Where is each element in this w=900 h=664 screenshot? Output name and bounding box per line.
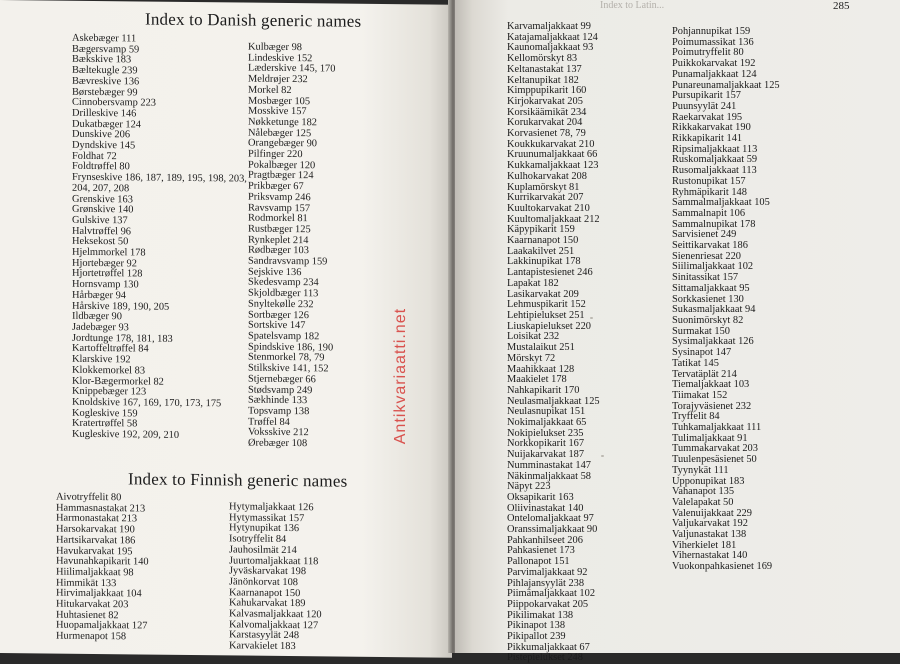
- index-entry: Ravsvamp 157: [248, 202, 311, 214]
- index-entry: Liuskapielukset 220: [507, 320, 591, 332]
- index-entry: Sinitassikat 157: [672, 272, 739, 284]
- index-entry: Tervatäplät 214: [672, 368, 737, 380]
- index-entry: Ildbæger 90: [72, 311, 122, 323]
- index-entry: Huopamaljakkaat 127: [56, 620, 148, 632]
- index-entry: Laakakilvet 251: [507, 245, 575, 257]
- index-entry: Rikkapikarit 141: [672, 133, 743, 145]
- index-entry: Maahikkaat 128: [507, 363, 575, 375]
- index-entry: Tummakarvakat 203: [672, 443, 758, 455]
- index-entry: Kaunomaljakkaat 93: [507, 42, 594, 54]
- index-entry: Korsikäämikät 234: [507, 106, 587, 118]
- index-entry: Valjunastakat 138: [672, 529, 747, 541]
- index-entry: Meldrøjer 232: [248, 73, 308, 86]
- index-entry: Hiilimaljakkaat 98: [56, 566, 134, 579]
- index-entry: Hjortebæger 92: [72, 257, 137, 270]
- index-entry: Ørebæger 108: [248, 437, 308, 450]
- index-entry: Kalvasmaljakkaat 120: [229, 608, 322, 621]
- index-entry: Pihlajansyylät 238: [507, 577, 585, 589]
- index-entry: Jadebæger 93: [72, 321, 129, 334]
- index-entry: Juurtomaljakkaat 118: [229, 554, 319, 567]
- index-entry: Lehtipielukset 251: [507, 309, 585, 321]
- index-entry: Vihernastakat 140: [672, 550, 748, 562]
- index-entry: Nokipielukset 235: [507, 427, 584, 439]
- index-entry: Kirjokarvakat 205: [507, 95, 583, 107]
- index-entry: Hornsvamp 130: [72, 278, 139, 291]
- index-entry: Nøkketunge 182: [248, 116, 317, 129]
- index-entry: Grønskive 140: [72, 204, 134, 216]
- index-entry: Sammalnupikat 178: [672, 218, 756, 230]
- index-entry: Harsokarvakat 190: [56, 523, 135, 536]
- index-entry: Kaarnanapot 150: [507, 235, 579, 247]
- index-entry: Hirvimaljakkaat 104: [56, 587, 142, 600]
- index-entry: Bævreskive 136: [72, 75, 140, 88]
- index-entry: Karvamaljakkaat 99: [507, 21, 591, 32]
- index-entry: Sejskive 136: [248, 266, 302, 278]
- index-entry: Poimumassikat 136: [672, 36, 754, 48]
- index-entry: Spatelsvamp 182: [248, 330, 320, 343]
- index-entry: Näkinmaljakkaat 58: [507, 470, 591, 482]
- index-entry: Rustbæger 125: [248, 223, 311, 236]
- index-entry: Morkel 82: [248, 84, 292, 96]
- index-entry: Aivotryffelit 80: [56, 491, 122, 504]
- index-entry: Surmakat 150: [672, 325, 731, 337]
- index-entry: Lindeskive 152: [248, 52, 313, 64]
- index-entry: Siilimaljakkaat 102: [672, 261, 754, 273]
- index-entry: Sammalnapit 106: [672, 207, 746, 219]
- index-entry: Tryffelit 84: [672, 411, 720, 423]
- index-entry: Tatikat 145: [672, 357, 719, 369]
- finnish-column-3: [507, 22, 600, 664]
- index-entry: Seittikarvakat 186: [672, 240, 748, 252]
- index-entry: Hurmenapot 158: [56, 630, 127, 643]
- index-entry: Kellomörskyt 83: [507, 53, 578, 65]
- index-entry: Kulbæger 98: [248, 41, 302, 54]
- index-entry: Mosbæger 105: [248, 95, 311, 107]
- index-entry: Piimämaljakkaat 102: [507, 588, 596, 600]
- index-entry: Sammalmaljakkaat 105: [672, 197, 770, 209]
- index-entry: Voksskive 212: [248, 426, 309, 439]
- index-entry: Spindskive 186, 190: [248, 341, 334, 354]
- index-entry: Trøffel 84: [248, 416, 290, 428]
- index-entry: Grenskive 163: [72, 193, 133, 205]
- index-entry: Stenmorkel 78, 79: [248, 351, 325, 364]
- index-entry: Dukatbæger 124: [72, 118, 141, 131]
- index-entry: Stilkskive 141, 152: [248, 362, 329, 375]
- index-entry: Tiimakat 152: [672, 389, 728, 401]
- index-entry: Puikkokarvakat 192: [672, 58, 756, 70]
- index-entry: Pragtbæger 124: [248, 170, 314, 182]
- index-entry: Cinnobersvamp 223: [72, 96, 156, 109]
- index-entry: Poimutryffelit 80: [672, 47, 744, 59]
- index-entry: Hitukarvakat 203: [56, 598, 129, 611]
- index-entry: Pilfinger 220: [248, 148, 303, 161]
- index-entry: Vahanapot 135: [672, 486, 735, 498]
- index-entry: Gulskive 137: [72, 214, 128, 227]
- index-entry: Neulasnupikat 151: [507, 406, 586, 418]
- index-entry: Harmonastakat 213: [56, 512, 138, 525]
- index-entry: Jordtunge 178, 181, 183: [72, 332, 173, 345]
- index-entry: Hytymassikat 157: [229, 512, 305, 524]
- index-entry: Pallonapot 151: [507, 556, 570, 568]
- index-entry: Kulhokarvakat 208: [507, 170, 587, 182]
- index-entry: Kartoffeltrøffel 84: [72, 343, 149, 355]
- index-entry: Loisikat 232: [507, 331, 560, 343]
- index-entry: Himmikät 133: [56, 577, 117, 589]
- index-entry: Jänönkorvat 108: [229, 576, 298, 589]
- left-page: [0, 0, 452, 658]
- danish-column-1: [72, 34, 247, 443]
- index-entry: Lehmuspikarit 152: [507, 299, 586, 311]
- index-entry: Korukarvakat 204: [507, 117, 583, 129]
- index-entry: Huhtasienet 82: [56, 609, 119, 621]
- index-entry: Havunahkapikarit 140: [56, 555, 149, 568]
- index-entry: Mosskive 157: [248, 105, 307, 118]
- index-entry: Priksvamp 246: [248, 191, 311, 204]
- finnish-index-title: Index to Finnish generic names: [128, 469, 348, 491]
- index-entry: Jauhosilmät 214: [229, 544, 297, 556]
- index-entry: Sukasmaljakkaat 94: [672, 304, 756, 316]
- index-entry: Raekarvakat 195: [672, 111, 743, 123]
- index-entry: Pistepielukset 248: [507, 652, 583, 664]
- index-entry: Keltanupikat 182: [507, 74, 579, 86]
- index-entry: Pikipallot 239: [507, 631, 566, 643]
- danish-index-title: Index to Danish generic names: [145, 9, 362, 31]
- index-entry: Kimppupikarit 160: [507, 85, 587, 97]
- index-entry: Sittamaljakkaat 95: [672, 282, 750, 294]
- index-entry: Halvtrøffel 96: [72, 225, 131, 238]
- index-entry: Tiemaljakkaat 103: [672, 379, 750, 391]
- index-entry: Kalvomaljakkaat 127: [229, 619, 319, 632]
- index-entry: Valjukarvakat 192: [672, 518, 748, 530]
- index-entry: Hjortetrøffel 128: [72, 268, 143, 280]
- index-entry: Ontelomaljakkaat 97: [507, 513, 594, 525]
- index-entry: Oliivinastakat 140: [507, 502, 584, 514]
- index-entry: Pursupikarit 157: [672, 90, 741, 102]
- index-entry: Hammasnastakat 213: [56, 502, 146, 515]
- index-entry: Klarskive 192: [72, 353, 131, 366]
- index-entry: Sandravsvamp 159: [248, 255, 328, 268]
- index-entry: Sienenriesat 220: [672, 250, 741, 262]
- watermark-stamp: Antikvariaatti.net: [392, 307, 409, 445]
- index-entry: Kugleskive 192, 209, 210: [72, 428, 180, 441]
- index-entry: Korvasienet 78, 79: [507, 128, 586, 140]
- index-entry: Klokkemorkel 83: [72, 364, 146, 377]
- index-entry: Skjoldbæger 113: [248, 287, 319, 300]
- index-entry: Torajyväsienet 232: [672, 400, 752, 412]
- index-entry: Punareunamaljakkaat 125: [672, 79, 780, 91]
- index-entry: Hårbæger 94: [72, 289, 126, 302]
- index-entry: Pikkumaljakkaat 67: [507, 641, 590, 653]
- index-entry: Vuokonpahkasienet 169: [672, 561, 773, 573]
- index-entry: Mörskyt 72: [507, 352, 556, 364]
- index-entry: Hartsikarvakat 186: [56, 534, 136, 547]
- index-entry: Piippokarvakat 205: [507, 598, 589, 610]
- index-entry: Parvimaljakkaat 92: [507, 566, 588, 578]
- page-number: 285: [833, 0, 850, 12]
- index-entry: Karvakielet 183: [229, 640, 296, 653]
- index-entry: Pohjannupikat 159: [672, 26, 751, 37]
- index-entry: Bækskive 183: [72, 54, 132, 66]
- index-entry: Lakkinupikat 178: [507, 256, 581, 268]
- index-entry: Puunsyylät 241: [672, 100, 737, 112]
- index-entry: Børstebæger 99: [72, 86, 138, 98]
- index-entry: Valenuijakkaat 229: [672, 507, 752, 519]
- paper-speck: [601, 455, 604, 457]
- index-entry: Punamaljakkaat 124: [672, 68, 757, 80]
- index-entry: Käpypikarit 159: [507, 224, 575, 236]
- index-entry: Pikilimakat 138: [507, 609, 574, 621]
- index-entry: Lasikarvakat 209: [507, 288, 579, 300]
- index-entry: Sysinapot 147: [672, 347, 732, 359]
- index-entry: Bægersvamp 59: [72, 43, 140, 56]
- index-entry: Rynkeplet 214: [248, 234, 309, 246]
- index-entry: Tuhkamaljakkaat 111: [672, 422, 762, 434]
- index-entry: Sortskive 147: [248, 319, 306, 332]
- index-entry: Pahkasienet 173: [507, 545, 575, 557]
- index-entry: Sortbæger 126: [248, 309, 309, 321]
- index-entry: Ryhmäpikarit 148: [672, 186, 747, 198]
- index-entry: Sorkkasienet 130: [672, 293, 744, 305]
- index-entry: Koukkukarvakat 210: [507, 138, 595, 150]
- index-entry: Oksapikarit 163: [507, 491, 574, 503]
- index-entry: Hytymaljakkaat 126: [229, 501, 314, 514]
- index-entry: Suonimörskyt 82: [672, 314, 744, 326]
- index-entry: Stødsvamp 249: [248, 384, 313, 396]
- index-entry: Knoldskive 167, 169, 170, 173, 175: [72, 396, 222, 410]
- index-entry: Hårskive 189, 190, 205: [72, 300, 170, 313]
- index-entry: Skedesvamp 234: [248, 277, 319, 289]
- index-entry: Prikbæger 67: [248, 180, 304, 193]
- index-entry: Klor-Bægermorkel 82: [72, 375, 164, 388]
- finnish-column-1: [56, 493, 149, 644]
- index-entry: Askebæger 111: [72, 32, 137, 45]
- index-entry: Nålebæger 125: [248, 127, 312, 139]
- index-entry: Valelapakat 50: [672, 496, 734, 508]
- index-entry: Katajamaljakkaat 124: [507, 31, 598, 43]
- index-entry: Kratertrøffel 58: [72, 418, 138, 430]
- index-entry: Heksekost 50: [72, 236, 129, 248]
- index-entry: Hytynupikat 136: [229, 522, 300, 535]
- index-entry: Maakielet 178: [507, 374, 567, 386]
- index-entry: Sarvisienet 249: [672, 229, 737, 241]
- index-entry: Ruskomaljakkaat 59: [672, 154, 758, 166]
- index-entry: Nokimaljakkaat 65: [507, 417, 587, 429]
- index-entry: Kahukarvakat 189: [229, 597, 306, 610]
- index-entry: Rustonupikat 157: [672, 175, 746, 187]
- index-entry: Rusomaljakkaat 113: [672, 165, 757, 177]
- index-entry: Bæltekugle 239: [72, 64, 138, 77]
- index-entry: Hjelmmorkel 178: [72, 246, 146, 259]
- index-entry: Jyväskarvakat 198: [229, 565, 307, 578]
- index-entry: Orangebæger 90: [248, 137, 317, 150]
- index-entry: Kuultomaljakkaat 212: [507, 213, 600, 225]
- index-entry: Kogleskive 159: [72, 407, 138, 420]
- index-entry: Rodmorkel 81: [248, 212, 308, 225]
- index-entry: Näpyt 223: [507, 481, 551, 493]
- index-entry: Oranssimaljakkaat 90: [507, 524, 598, 536]
- index-entry: Lantapistesienet 246: [507, 267, 593, 279]
- finnish-column-4: [672, 27, 780, 573]
- index-entry: Karstasyylät 248: [229, 629, 300, 642]
- index-entry: Dunskive 206: [72, 129, 131, 141]
- index-entry: Viherkielet 181: [672, 539, 737, 551]
- index-entry: Knippebæger 123: [72, 385, 147, 398]
- bleed-through-text: Index to Latin...: [600, 0, 665, 11]
- index-entry: Nuijakarvakat 187: [507, 449, 585, 461]
- index-entry: Foldtrøffel 80: [72, 161, 130, 173]
- index-entry: Rødbæger 103: [248, 244, 309, 257]
- index-entry: Drilleskive 146: [72, 107, 137, 120]
- index-entry: Kuplamörskyt 81: [507, 181, 580, 193]
- index-entry: Sysimaljakkaat 126: [672, 336, 754, 348]
- index-entry: Læderskive 145, 170: [248, 63, 336, 75]
- index-entry: Tulimaljakkaat 91: [672, 432, 748, 444]
- index-entry: Mustalaikut 251: [507, 342, 575, 354]
- index-entry: Foldhat 72: [72, 150, 117, 162]
- index-entry: Kuultokarvakat 210: [507, 202, 590, 214]
- index-entry: Pahkanhilseet 206: [507, 534, 583, 546]
- index-entry: Neulasmaljakkaat 125: [507, 395, 600, 407]
- index-entry: Isotryffelit 84: [229, 533, 287, 546]
- index-entry: Sækhinde 133: [248, 394, 308, 407]
- index-entry: Lapakat 182: [507, 277, 559, 289]
- index-entry: Kurrikarvakat 207: [507, 192, 584, 204]
- danish-column-2: [248, 43, 335, 451]
- index-entry: Rikkakarvakat 190: [672, 122, 751, 134]
- index-entry: Numminastakat 147: [507, 459, 591, 471]
- index-entry: Tyynykät 111: [672, 464, 729, 476]
- index-entry: Snyltekølle 232: [248, 298, 314, 311]
- index-entry: Norkkopikarit 167: [507, 438, 585, 450]
- finnish-column-2: [229, 502, 322, 653]
- index-entry: Pikinapot 138: [507, 620, 566, 632]
- index-entry: Havukarvakat 195: [56, 545, 133, 557]
- index-entry: Upponupikat 183: [672, 475, 745, 487]
- index-entry: Topsvamp 138: [248, 405, 310, 418]
- index-entry: Nahkapikarit 170: [507, 384, 580, 396]
- index-entry: Keltanastakat 137: [507, 63, 582, 75]
- index-entry: Stjernebæger 66: [248, 373, 316, 386]
- index-entry: Dyndskive 145: [72, 139, 136, 152]
- index-entry: Tuulenpesäsienet 50: [672, 454, 757, 466]
- index-entry: Kaarnanapot 150: [229, 587, 301, 599]
- index-entry: 204, 207, 208: [72, 182, 130, 195]
- index-entry: Kukkamaljakkaat 123: [507, 160, 599, 172]
- index-entry: Pokalbæger 120: [248, 159, 316, 172]
- index-entry: Kruunumaljakkaat 66: [507, 149, 598, 161]
- index-entry: Ripsimaljakkaat 113: [672, 143, 758, 155]
- index-entry: Frynseskive 186, 187, 189, 195, 198, 203,: [72, 171, 247, 185]
